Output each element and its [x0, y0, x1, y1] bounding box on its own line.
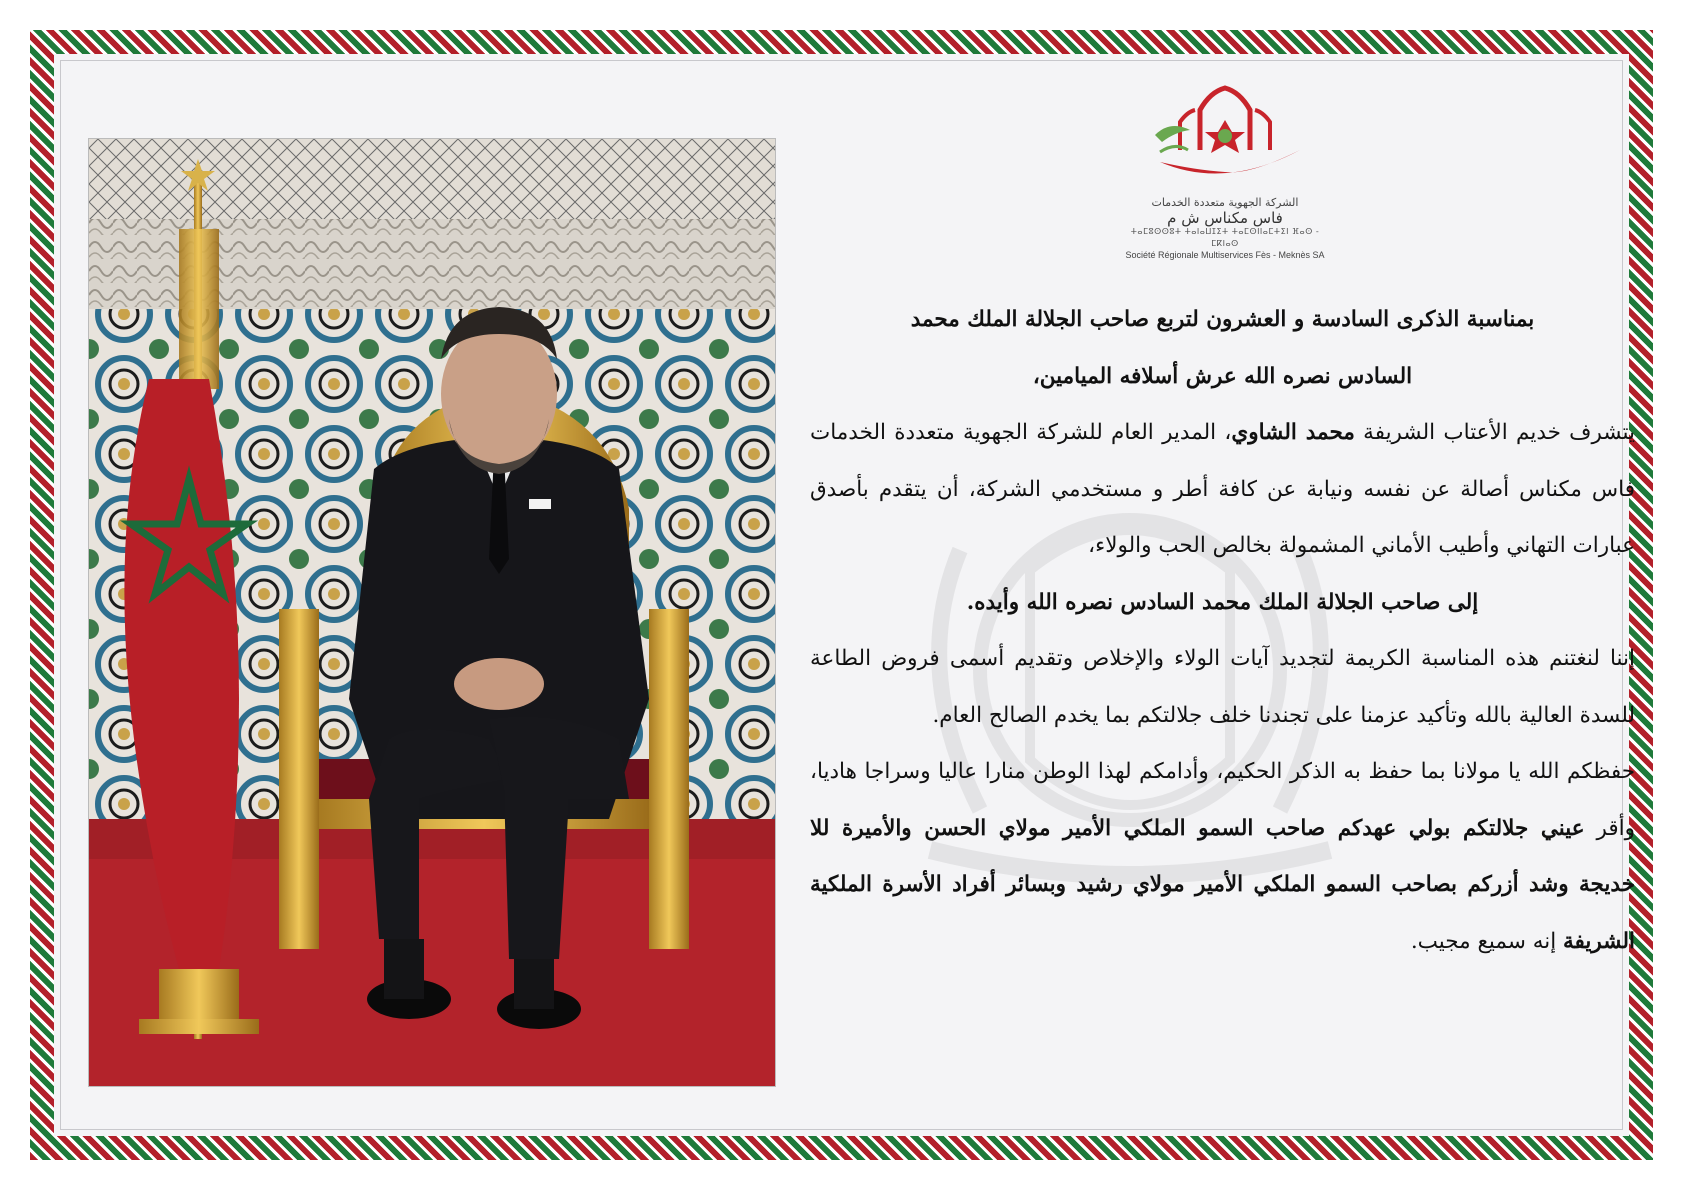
letter-paragraph-2: إننا لنغتنم هذه المناسبة الكريمة لتجديد آيات الولاء والإخلاص وتقديم أسمى فروض الطاعة للسدة العالية بالله وتأكيد عزمنا على تجندنا خلف جلالتكم بما يخدم الصالح العام. [810, 646, 1635, 728]
para3-bold: عيني جلالتكم بولي عهدكم صاحب السمو الملكي الأمير مولاي الحسن والأميرة للا خديجة وشد أزركم بصاحب السمو الملكي الأمير مولاي رشيد وبسائر أفراد الأسرة الملكية الشريفة [810, 815, 1635, 954]
portrait-illustration [89, 139, 775, 1086]
logo-french-name: Société Régionale Multiservices Fès - Meknès SA [1125, 250, 1325, 260]
director-name: محمد الشاوي [1231, 420, 1355, 445]
letter-addressee: إلى صاحب الجلالة الملك محمد السادس نصره الله وأيده. [966, 589, 1479, 615]
para3-start: حفظكم الله يا مولانا بما حفظ به الذكر الحكيم، وأدامكم لهذا الوطن منارا عاليا وسراجا هاديا، وأقر [810, 759, 1635, 841]
para1-start: يتشرف خديم الأعتاب الشريفة [1354, 420, 1635, 445]
letter-heading-line1: بمناسبة الذكرى السادسة و العشرون لتربع صاحب الجلالة الملك محمد [910, 307, 1535, 332]
letter-heading-line2: السادس نصره الله عرش أسلافه الميامين، [1032, 363, 1413, 389]
letter-paragraph-3 [810, 744, 1635, 970]
logo-arabic-region: فاس مكناس ش م [1167, 209, 1283, 227]
logo-arabic-name: الشركة الجهوية متعددة الخدمات [1151, 196, 1299, 209]
logo-tifinagh-name: ⵜⴰⵎⵓⵙⵙⵓⵜ ⵜⴰⵏⴰⵡⵊⵉⵜ ⵜⴰⵎⵙⵏⵏⴰⵎⵜⵉⵏ ⴼⴰⵙ - ⵎⴽⵏⴰⵙ [1130, 227, 1320, 248]
letter-paragraph-1 [810, 405, 1635, 575]
logo-emblem-icon [1140, 80, 1310, 190]
para3-end: إنه سميع مجيب. [1410, 928, 1564, 954]
para1-end: ، المدير العام للشركة الجهوية متعددة الخدمات فاس مكناس أصالة عن نفسه ونيابة عن كافة أطر و مستخدمي الشركة، أن يتقدم بأصدق عبارات التهاني وأطيب الأماني المشمولة بخالص الحب والولاء، [810, 420, 1635, 558]
company-logo [1125, 80, 1325, 270]
royal-portrait-photo [88, 138, 776, 1087]
letter-text [810, 292, 1635, 970]
